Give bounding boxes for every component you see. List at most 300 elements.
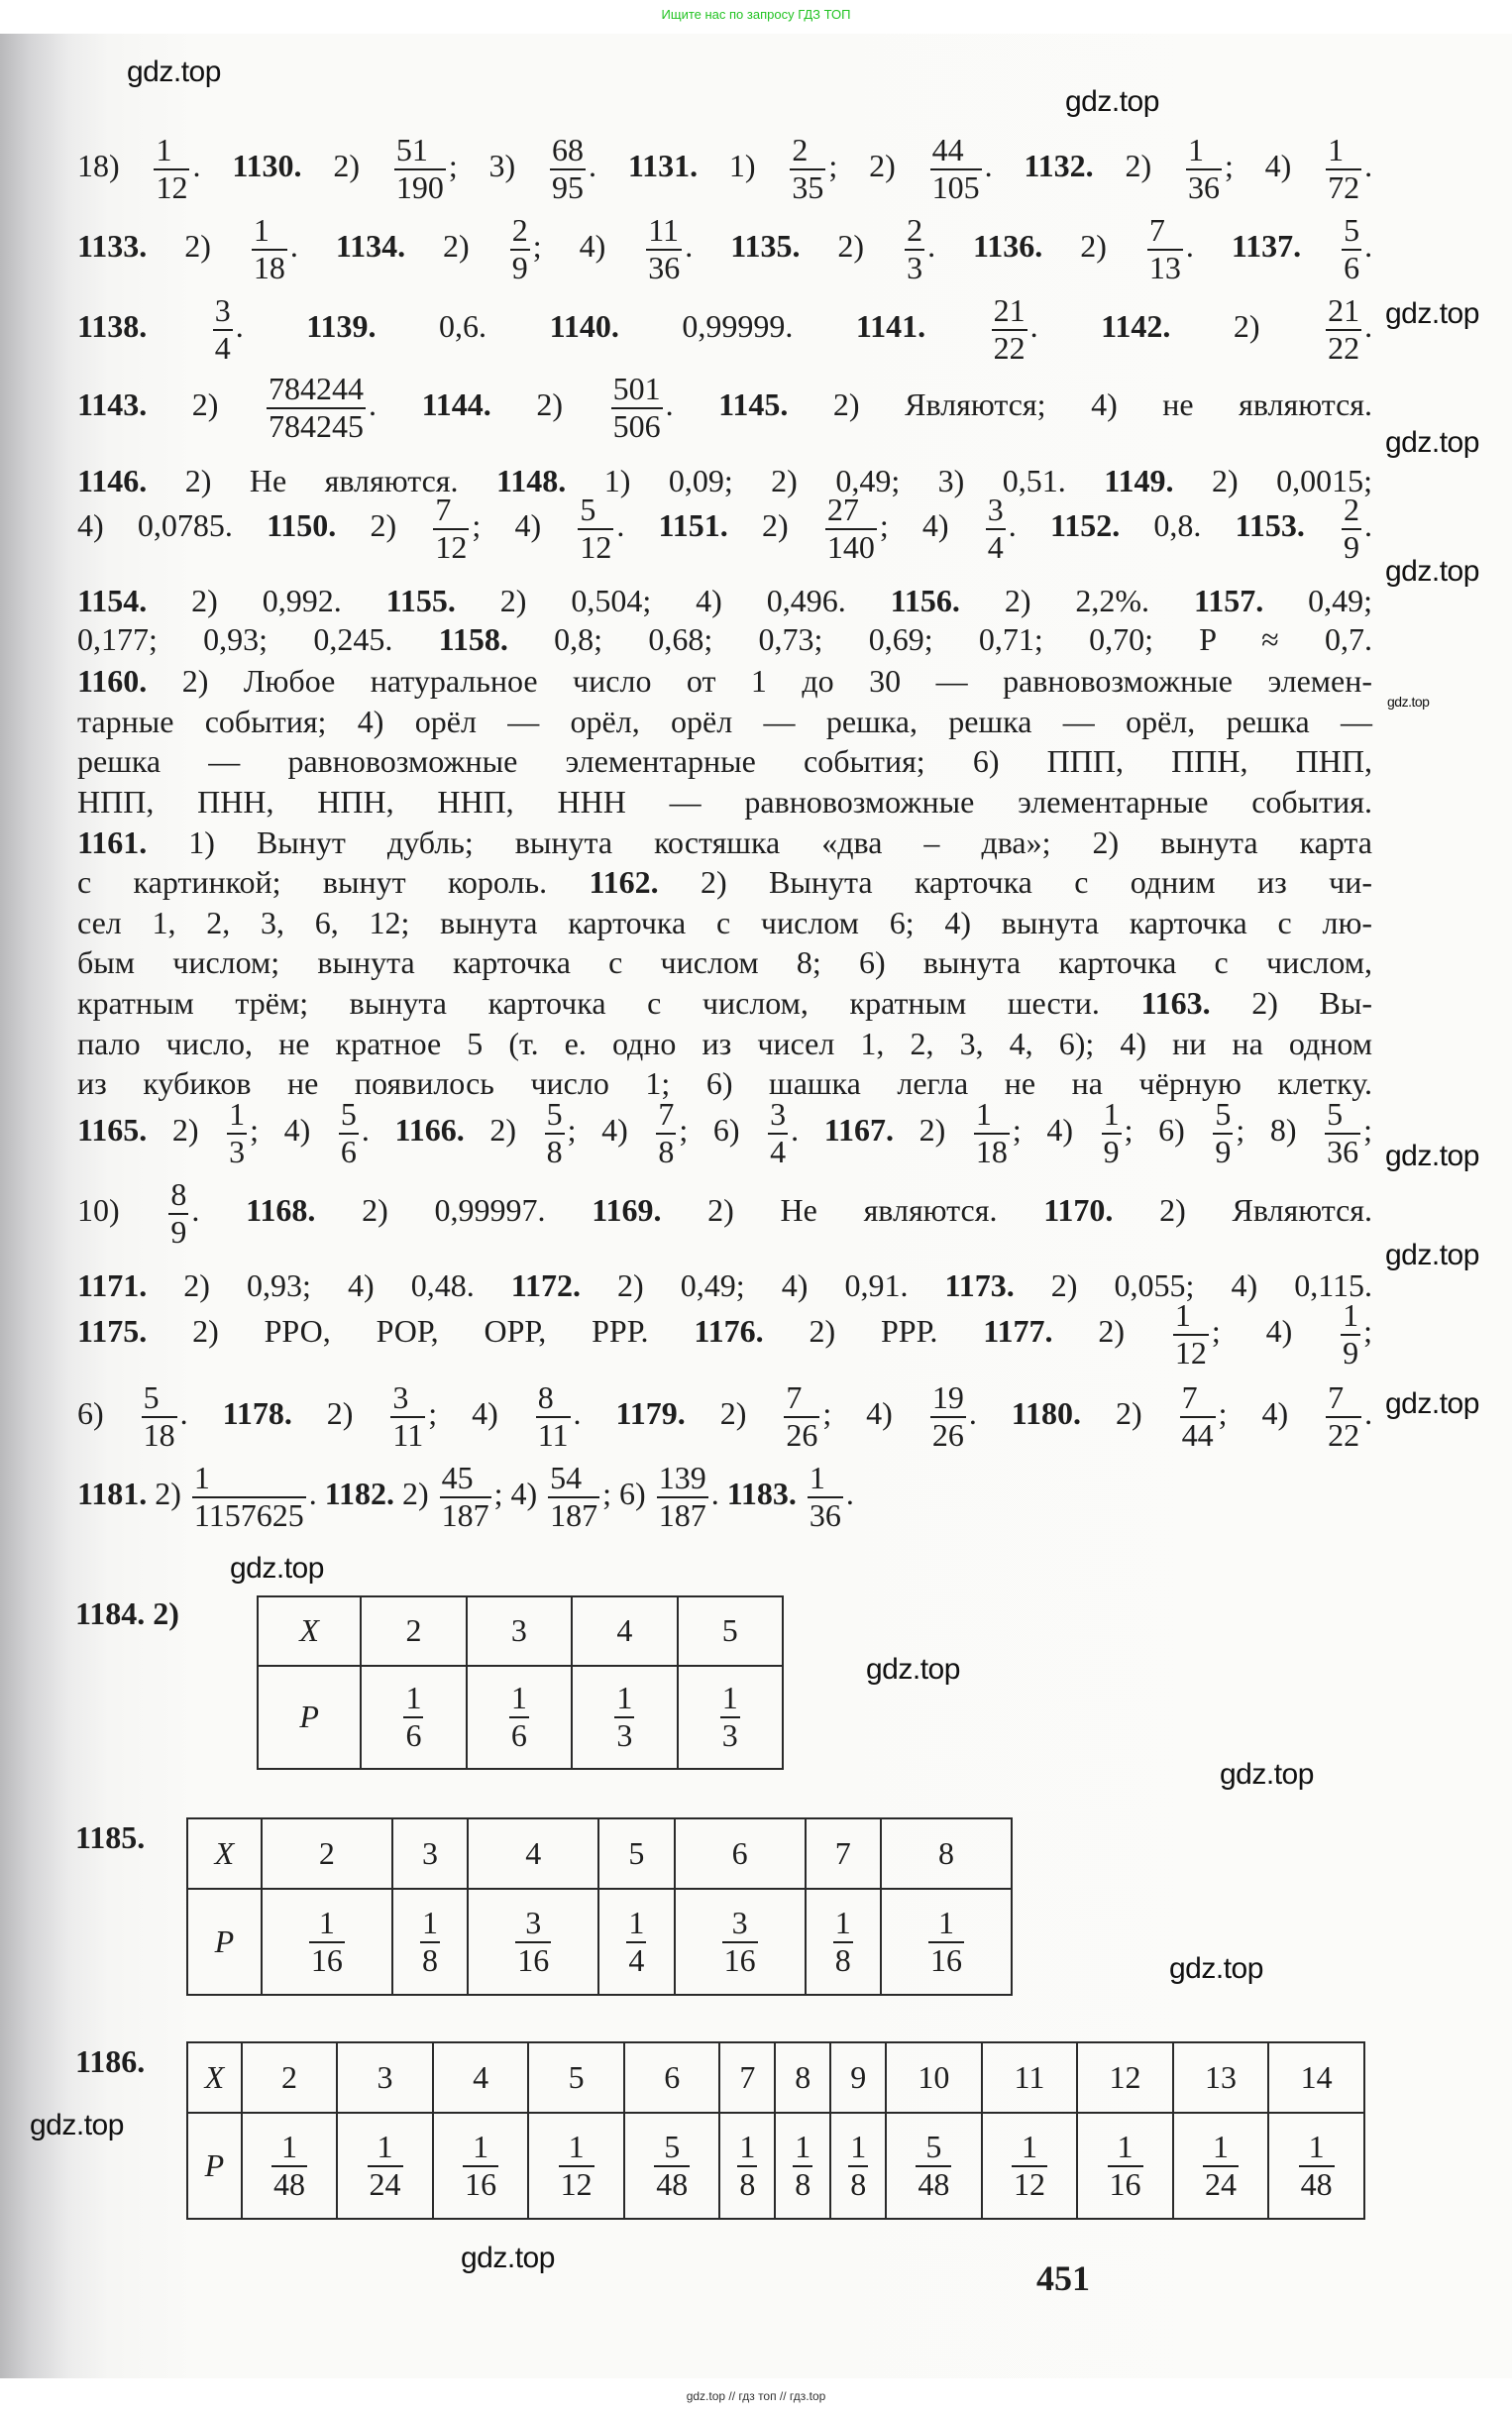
- text-run: .: [710, 1476, 727, 1512]
- p-value: [982, 2113, 1078, 2219]
- text-run: 1) 0,09; 2) 0,49; 3) 0,51.: [566, 463, 1105, 498]
- fraction: [784, 1380, 819, 1454]
- fraction: [1108, 2130, 1143, 2203]
- p-value: [598, 1889, 674, 1995]
- text-run: ; 6): [1124, 1112, 1211, 1149]
- watermark: gdz.top: [1169, 1952, 1263, 1985]
- numerator: 1: [271, 2130, 307, 2167]
- numerator: 3: [213, 293, 233, 331]
- watermark: gdz.top: [461, 2242, 555, 2274]
- text-run: 2) Являются.: [1113, 1192, 1373, 1229]
- numerator: 1: [368, 2130, 403, 2167]
- text-run: ; 6): [679, 1112, 766, 1149]
- p-value: [1173, 2113, 1269, 2219]
- fraction: [848, 2130, 868, 2203]
- text-run: 10): [77, 1192, 166, 1229]
- numerator: 3: [986, 493, 1006, 530]
- p-value: [433, 2113, 529, 2219]
- numerator: 8: [168, 1177, 188, 1215]
- denominator: 9: [1215, 1134, 1232, 1169]
- numerator: 1: [720, 1681, 740, 1718]
- denominator: 72: [1328, 169, 1360, 205]
- text-run: тарные события; 4) орёл — орёл, орёл — решка, решка — орёл, решка —: [77, 704, 1372, 739]
- problem-number: 1178.: [222, 1395, 292, 1432]
- fraction: [626, 1906, 646, 1979]
- denominator: 8: [422, 1941, 438, 1978]
- x-value: 11: [982, 2042, 1078, 2113]
- numerator: 3: [768, 1097, 788, 1135]
- problem-number: 1160.: [77, 663, 148, 699]
- fraction: [433, 493, 469, 566]
- fraction: [309, 1906, 345, 1979]
- text-run: [147, 308, 210, 344]
- denominator: 8: [850, 2165, 867, 2202]
- text-run: 2) Являются; 4) не являются.: [788, 386, 1373, 423]
- fraction: [559, 2130, 594, 2203]
- problem-number: 1149.: [1104, 463, 1174, 498]
- fraction: [536, 1380, 571, 1454]
- text-line: [77, 1372, 1372, 1462]
- fraction: [646, 213, 682, 286]
- p-value: [886, 2113, 982, 2219]
- numerator: 54: [548, 1461, 599, 1498]
- text-run: .: [1008, 507, 1050, 544]
- numerator: 1: [227, 1097, 247, 1135]
- numerator: 44: [930, 133, 982, 170]
- text-run: ; 4): [879, 507, 983, 544]
- text-run: [797, 1476, 805, 1511]
- denominator: 140: [826, 529, 875, 565]
- numerator: 7: [433, 493, 469, 530]
- text-run: 2) 0,0015;: [1173, 463, 1373, 498]
- text-run: .: [845, 1476, 854, 1512]
- problem-number: 1162.: [589, 864, 659, 900]
- text-run: .: [968, 1395, 1012, 1432]
- row-p: [187, 1889, 1012, 1995]
- header-x: X: [187, 1818, 262, 1889]
- numerator: 1: [154, 133, 189, 170]
- fraction: [790, 133, 825, 206]
- numerator: 1: [1299, 2130, 1335, 2167]
- fraction: [1342, 213, 1361, 286]
- p-value: [1268, 2113, 1364, 2219]
- fraction: [1102, 1097, 1122, 1170]
- fraction: [1213, 1097, 1233, 1170]
- text-run: 2) 0,504; 4) 0,496.: [455, 583, 891, 618]
- problem-number: 1158.: [438, 621, 508, 657]
- text-run: .: [685, 228, 731, 265]
- text-run: ;: [1363, 1313, 1373, 1350]
- problem-number: 1131.: [627, 148, 699, 184]
- problem-number: 1141.: [855, 308, 926, 345]
- text-run: 2) Не являются.: [147, 463, 496, 498]
- text-run: .: [665, 386, 719, 423]
- text-run: 2): [685, 1395, 782, 1432]
- numerator: 27: [825, 493, 877, 530]
- footer-banner: [0, 2378, 1512, 2414]
- denominator: 187: [658, 1497, 706, 1533]
- problem-number: 1134.: [335, 228, 406, 265]
- p-value: [830, 2113, 886, 2219]
- x-value: 2: [361, 1596, 466, 1666]
- fraction: [1325, 1097, 1360, 1170]
- fraction: [267, 372, 366, 445]
- header-p: P: [187, 1889, 262, 1995]
- text-run: .: [191, 1192, 247, 1229]
- denominator: 9: [1344, 529, 1360, 565]
- text-line: [77, 1290, 1372, 1379]
- numerator: 1: [793, 2130, 812, 2167]
- p-value: [719, 2113, 775, 2219]
- x-value: 3: [337, 2042, 433, 2113]
- text-run: 2) Вынута карточка с одним из чи-: [658, 864, 1373, 900]
- numerator: 19: [930, 1380, 966, 1418]
- table-label-1184: 1184. 2): [75, 1595, 179, 1631]
- page-number: 451: [1036, 2258, 1090, 2298]
- text-run: ; 8): [1236, 1112, 1323, 1149]
- problem-number: 1153.: [1235, 507, 1305, 544]
- fraction: [1326, 1380, 1361, 1454]
- text-line: [77, 1453, 1372, 1542]
- denominator: 8: [795, 2165, 811, 2202]
- text-run: 2): [147, 386, 264, 423]
- x-value: 5: [678, 1596, 783, 1666]
- fraction: [213, 293, 233, 367]
- numerator: 7: [656, 1097, 676, 1135]
- denominator: 4: [214, 330, 231, 366]
- x-value: 6: [675, 1818, 806, 1889]
- fraction: [463, 2130, 498, 2203]
- problem-number: 1150.: [267, 507, 337, 544]
- text-run: 2): [1170, 308, 1324, 345]
- numerator: 784244: [267, 372, 366, 409]
- distribution-table-1185: [186, 1817, 1013, 1996]
- text-run: .: [179, 1395, 223, 1432]
- x-value: 2: [242, 2042, 338, 2113]
- row-x: [187, 1818, 1012, 1889]
- numerator: 7: [784, 1380, 819, 1418]
- numerator: 1: [1203, 2130, 1239, 2167]
- text-run: 2): [291, 1395, 388, 1432]
- problem-number: 1182.: [324, 1476, 394, 1512]
- problem-number: 1165.: [77, 1112, 148, 1149]
- fraction: [1186, 133, 1222, 206]
- denominator: 48: [656, 2165, 689, 2202]
- text-run: ; 4): [1218, 1395, 1324, 1432]
- problem-number: 1163.: [1140, 985, 1211, 1021]
- text-line: [77, 1089, 1372, 1178]
- numerator: 45: [440, 1461, 491, 1498]
- numerator: 1: [1173, 1298, 1209, 1336]
- numerator: 5: [142, 1380, 177, 1418]
- text-run: 2): [1052, 1313, 1170, 1350]
- denominator: 16: [517, 1941, 550, 1978]
- numerator: 2: [510, 213, 530, 251]
- fraction: [737, 2130, 757, 2203]
- text-run: 1): [698, 148, 788, 184]
- numerator: 1: [928, 1906, 964, 1943]
- text-run: 6): [77, 1395, 139, 1432]
- fraction: [339, 1097, 359, 1170]
- text-line: [77, 285, 1372, 375]
- text-run: 0,6.: [376, 308, 550, 345]
- text-run: 0,177; 0,93; 0,245.: [77, 621, 439, 657]
- text-run: .: [984, 148, 1025, 184]
- x-value: 13: [1173, 2042, 1269, 2113]
- footer-banner-text: gdz.top // гдз топ // гдз.top: [686, 2389, 826, 2403]
- watermark: gdz.top: [30, 2109, 124, 2141]
- search-banner: [0, 0, 1512, 34]
- search-banner-text: Ищите нас по запросу ГДЗ ТОП: [661, 7, 851, 22]
- denominator: 12: [156, 169, 188, 205]
- denominator: 11: [537, 1417, 569, 1453]
- text-run: 2) Не являются.: [661, 1192, 1044, 1229]
- text-run: 2): [336, 507, 431, 544]
- row-x: [258, 1596, 783, 1666]
- text-run: 2) РРР.: [763, 1313, 984, 1350]
- text-run: .: [573, 1395, 616, 1432]
- text-run: 2): [727, 507, 822, 544]
- problem-number: 1177.: [983, 1313, 1053, 1350]
- numerator: 3: [515, 1906, 551, 1943]
- fraction: [548, 1461, 599, 1534]
- text-run: 2): [147, 1112, 225, 1149]
- text-run: .: [616, 507, 659, 544]
- denominator: 48: [273, 2165, 305, 2202]
- denominator: 6: [340, 1134, 357, 1169]
- watermark: gdz.top: [1387, 694, 1430, 710]
- problem-number: 1139.: [306, 308, 377, 345]
- denominator: 12: [580, 529, 612, 565]
- numerator: 1: [848, 2130, 868, 2167]
- problem-number: 1172.: [510, 1267, 581, 1303]
- denominator: 24: [1205, 2165, 1238, 2202]
- row-p: [258, 1666, 783, 1769]
- p-value: [528, 2113, 624, 2219]
- fraction: [168, 1177, 188, 1251]
- text-run: .: [361, 1112, 395, 1149]
- numerator: 3: [722, 1906, 758, 1943]
- p-value: [806, 1889, 881, 1995]
- text-run: 2): [147, 1476, 189, 1512]
- text-run: 1) Вынут дубль; вынута костяшка «два – два»; 2) вынута карта: [147, 824, 1372, 860]
- text-run: 2): [893, 1112, 971, 1149]
- text-run: 0,8; 0,68; 0,73; 0,69; 0,71; 0,70; P ≈ 0,7.: [507, 621, 1373, 657]
- fraction: [722, 1906, 758, 1979]
- denominator: 16: [723, 1941, 756, 1978]
- text-run: НПП, ПНН, НПН, ННП, ННН — равновозможные элементарные события.: [77, 784, 1372, 820]
- text-run: 2) 0,055; 4) 0,115.: [1014, 1267, 1372, 1303]
- p-value: [572, 1666, 677, 1769]
- text-run: 2) Любое натуральное число от 1 до 30 — равновозможные элемен-: [147, 663, 1372, 699]
- text-run: ; 4): [1012, 1112, 1099, 1149]
- text-run: 2): [464, 1112, 542, 1149]
- fraction: [1203, 2130, 1239, 2203]
- denominator: 16: [929, 1941, 962, 1978]
- numerator: 11: [646, 213, 682, 251]
- x-value: 5: [528, 2042, 624, 2113]
- problem-number: 1171.: [77, 1267, 148, 1303]
- fraction: [142, 1380, 177, 1454]
- text-run: сел 1, 2, 3, 6, 12; вынута карточка с числом 6; 4) вынута карточка с лю-: [77, 905, 1372, 940]
- watermark: gdz.top: [1385, 297, 1479, 330]
- watermark: gdz.top: [230, 1552, 324, 1585]
- fraction: [614, 1681, 634, 1754]
- numerator: 1: [1326, 133, 1361, 170]
- watermark: gdz.top: [1220, 1758, 1314, 1791]
- text-run: .: [1364, 148, 1373, 184]
- numerator: 8: [536, 1380, 571, 1418]
- denominator: 18: [975, 1134, 1008, 1169]
- numerator: 7: [1147, 213, 1183, 251]
- text-run: 2) Вы-: [1210, 985, 1373, 1021]
- x-value: 8: [881, 1818, 1012, 1889]
- fraction: [403, 1681, 423, 1754]
- numerator: 1: [1186, 133, 1222, 170]
- fraction: [515, 1906, 551, 1979]
- text-run: .: [791, 1112, 824, 1149]
- denominator: 784245: [269, 408, 364, 444]
- numerator: 1: [1341, 1298, 1360, 1336]
- numerator: 1: [192, 1461, 306, 1498]
- numerator: 1: [974, 1097, 1010, 1135]
- numerator: 68: [550, 133, 586, 170]
- denominator: 48: [1300, 2165, 1333, 2202]
- text-run: ; 4): [822, 1395, 927, 1432]
- problem-number: 1130.: [232, 148, 302, 184]
- text-run: ; 6): [602, 1476, 654, 1512]
- text-run: с картинкой; вынут король.: [77, 864, 590, 900]
- denominator: 3: [616, 1716, 633, 1753]
- numerator: 3: [390, 1380, 425, 1418]
- numerator: 5: [1342, 213, 1361, 251]
- denominator: 11: [392, 1417, 424, 1453]
- numerator: 7: [1326, 1380, 1361, 1418]
- text-run: .: [1029, 308, 1102, 345]
- numerator: 5: [545, 1097, 565, 1135]
- fraction: [1326, 293, 1361, 367]
- x-value: 10: [886, 2042, 982, 2113]
- problem-number: 1175.: [77, 1313, 148, 1350]
- text-run: .: [1185, 228, 1232, 265]
- numerator: 1: [737, 2130, 757, 2167]
- numerator: 139: [657, 1461, 708, 1498]
- p-value: [775, 2113, 830, 2219]
- numerator: 21: [992, 293, 1027, 331]
- fraction: [768, 1097, 788, 1170]
- distribution-table-1186: [186, 2041, 1365, 2220]
- numerator: 1: [403, 1681, 423, 1718]
- problem-number: 1133.: [77, 228, 148, 265]
- numerator: 5: [1325, 1097, 1360, 1135]
- denominator: 8: [546, 1134, 563, 1169]
- text-run: 2) 2,2%.: [959, 583, 1194, 618]
- text-run: 2): [1042, 228, 1144, 265]
- denominator: 9: [1343, 1335, 1359, 1371]
- watermark: gdz.top: [1385, 555, 1479, 588]
- denominator: 36: [648, 250, 681, 285]
- text-line: [77, 125, 1372, 214]
- text-run: 2): [1093, 148, 1183, 184]
- problem-number: 1161.: [77, 824, 148, 860]
- problem-number: 1151.: [658, 507, 728, 544]
- denominator: 6: [1344, 250, 1360, 285]
- denominator: 18: [143, 1417, 175, 1453]
- fraction: [930, 133, 982, 206]
- x-value: 2: [262, 1818, 392, 1889]
- problem-number: 1137.: [1231, 228, 1302, 265]
- fraction: [192, 1461, 306, 1534]
- x-value: 14: [1268, 2042, 1364, 2113]
- text-run: [925, 308, 989, 344]
- text-run: 2) 0,49; 4) 0,91.: [580, 1267, 945, 1303]
- numerator: 1: [559, 2130, 594, 2167]
- watermark: gdz.top: [1385, 1239, 1479, 1271]
- text-run: 2): [1081, 1395, 1177, 1432]
- problem-number: 1179.: [615, 1395, 686, 1432]
- problem-number: 1170.: [1043, 1192, 1114, 1229]
- text-run: ; 4): [1211, 1313, 1339, 1350]
- header-x: X: [187, 2042, 242, 2113]
- x-value: 8: [775, 2042, 830, 2113]
- text-run: .: [1364, 1395, 1373, 1432]
- fraction: [654, 2130, 690, 2203]
- fraction: [510, 213, 530, 286]
- row-p: [187, 2113, 1364, 2219]
- text-run: [1305, 507, 1339, 543]
- fraction: [808, 1461, 843, 1534]
- fraction: [1342, 493, 1361, 566]
- text-line: [77, 205, 1372, 294]
- fraction: [394, 133, 446, 206]
- p-value: [1077, 2113, 1173, 2219]
- numerator: 5: [916, 2130, 951, 2167]
- text-run: ; 4): [567, 1112, 654, 1149]
- p-value: [678, 1666, 783, 1769]
- text-run: 18): [77, 148, 152, 184]
- fraction: [1341, 1298, 1360, 1372]
- fraction: [545, 1097, 565, 1170]
- fraction: [825, 493, 877, 566]
- row-x: [187, 2042, 1364, 2113]
- numerator: 2: [905, 213, 924, 251]
- fraction: [252, 213, 287, 286]
- text-run: .: [308, 1476, 325, 1512]
- fraction: [440, 1461, 491, 1534]
- denominator: 187: [550, 1497, 598, 1533]
- numerator: 2: [790, 133, 825, 170]
- watermark: gdz.top: [1385, 1387, 1479, 1420]
- problem-number: 1145.: [718, 386, 789, 423]
- text-run: .: [589, 148, 628, 184]
- denominator: 95: [552, 169, 585, 205]
- fraction: [833, 1906, 853, 1979]
- fraction: [509, 1681, 529, 1754]
- problem-number: 1169.: [592, 1192, 662, 1229]
- table-label-1185: 1185.: [75, 1819, 146, 1855]
- denominator: 3: [907, 250, 923, 285]
- fraction: [271, 2130, 307, 2203]
- fraction: [1326, 133, 1361, 206]
- fraction: [986, 493, 1006, 566]
- denominator: 8: [658, 1134, 675, 1169]
- denominator: 3: [721, 1716, 738, 1753]
- problem-number: 1168.: [246, 1192, 316, 1229]
- numerator: 5: [578, 493, 613, 530]
- fraction: [611, 372, 663, 445]
- x-value: 4: [433, 2042, 529, 2113]
- denominator: 36: [809, 1497, 841, 1533]
